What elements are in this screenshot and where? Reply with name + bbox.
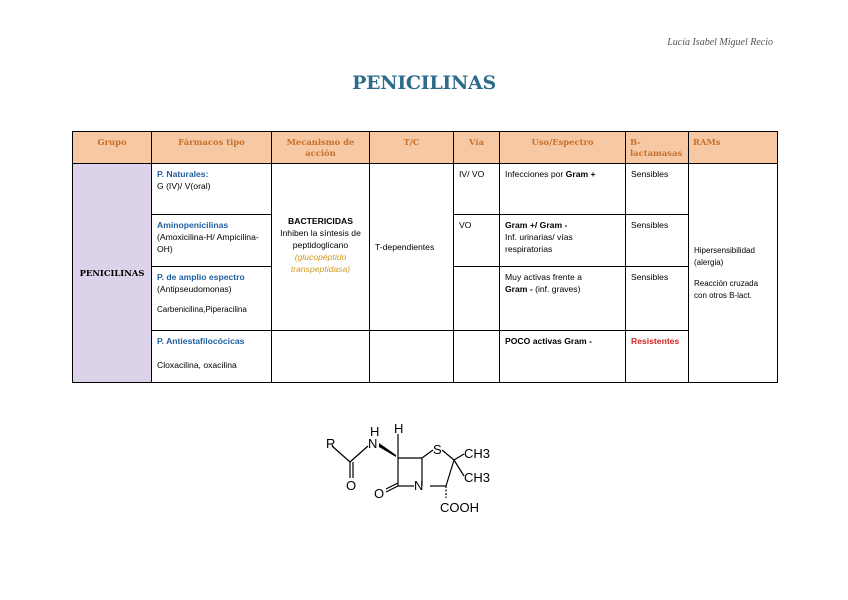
via-cell: IV/ VO — [454, 164, 500, 215]
uso-cell — [500, 164, 626, 215]
uso-bold: Gram - — [505, 284, 533, 294]
drug-detail: (Antipseudomonas) — [157, 284, 232, 294]
blactamasa-cell: Sensibles — [626, 267, 689, 331]
drug-detail: (Amoxicilina-H/ Ampicilina-OH) — [157, 232, 259, 254]
blactamasa-cell: Sensibles — [626, 164, 689, 215]
drug-cell — [152, 164, 272, 215]
via-cell: VO — [454, 215, 500, 267]
drug-name: P. de amplio espectro — [157, 272, 245, 282]
ram-item: Reacción cruzada con otros B-lact. — [694, 278, 759, 300]
drug-examples: Cloxacilina, oxacilina — [157, 360, 237, 370]
resistant-label: Resistentes — [631, 336, 680, 346]
drug-examples: Carbenicilina,Piperacilina — [157, 305, 247, 314]
rams-cell — [689, 164, 778, 383]
methyl-label: CH3 — [464, 470, 491, 485]
header-farmacos: Fármacos tipo — [152, 132, 272, 164]
penicillin-table — [72, 131, 778, 383]
author-name: Lucía Isabel Miguel Recio — [667, 37, 773, 48]
drug-name: Aminopenicilinas — [157, 220, 229, 230]
methyl-label: CH3 — [464, 446, 491, 461]
uso-text: Muy activas frente a — [505, 272, 582, 282]
header-row — [73, 132, 778, 164]
header-blactamasas: B-lactamasas — [626, 132, 689, 164]
uso-text: Inf. urinarias/ vías respiratorias — [505, 232, 573, 254]
blactamasa-cell — [626, 331, 689, 383]
drug-name: P. Naturales: — [157, 169, 209, 179]
drug-name: P. Antiestafilocócicas — [157, 336, 245, 346]
header-rams: RAMs — [689, 132, 778, 164]
tc-empty-cell — [370, 331, 454, 383]
header-mecanismo: Mecanismo de acción — [272, 132, 370, 164]
drug-cell — [152, 267, 272, 331]
header-tc: T/C — [370, 132, 454, 164]
drug-cell — [152, 331, 272, 383]
ram-item: Hipersensibilidad (alergia) — [694, 245, 755, 267]
via-cell — [454, 267, 500, 331]
uso-bold: POCO activas Gram - — [505, 336, 592, 346]
uso-cell — [500, 331, 626, 383]
r-group-label: R — [326, 436, 336, 451]
amide-n-label: N — [368, 436, 378, 451]
penicillin-structure — [318, 420, 518, 520]
lactam-o-label: O — [374, 486, 385, 501]
carboxyl-label: COOH — [440, 500, 479, 515]
header-via: Vía — [454, 132, 500, 164]
page-title: PENICILINAS — [352, 72, 496, 94]
uso-cell — [500, 267, 626, 331]
via-cell — [454, 331, 500, 383]
mechanism-text: Inhiben la síntesis de peptidoglicano — [280, 228, 361, 250]
header-grupo: Grupo — [73, 132, 152, 164]
h-label: H — [394, 421, 404, 436]
uso-bold: Gram + — [565, 169, 596, 179]
tc-cell: T-dependientes — [370, 164, 454, 331]
carbonyl-o-label: O — [346, 478, 357, 493]
mechanism-cell — [272, 164, 370, 331]
amide-h-label: H — [370, 424, 380, 439]
blactamasa-cell: Sensibles — [626, 215, 689, 267]
mechanism-empty-cell — [272, 331, 370, 383]
uso-cell — [500, 215, 626, 267]
table-row — [73, 164, 778, 215]
mechanism-note: (glucopéptido transpeptidasa) — [290, 252, 351, 274]
header-uso: Uso/Espectro — [500, 132, 626, 164]
group-cell: PENICILINAS — [73, 164, 152, 383]
drug-detail: G (IV)/ V(oral) — [157, 181, 211, 191]
uso-bold: Gram +/ Gram - — [505, 220, 568, 230]
uso-text: Infecciones por — [505, 169, 566, 179]
uso-suffix: (inf. graves) — [532, 284, 581, 294]
drug-cell — [152, 215, 272, 267]
ring-n-label: N — [414, 478, 424, 493]
table-row — [73, 331, 778, 383]
sulfur-label: S — [433, 442, 442, 457]
mechanism-title: BACTERICIDAS — [288, 216, 353, 226]
